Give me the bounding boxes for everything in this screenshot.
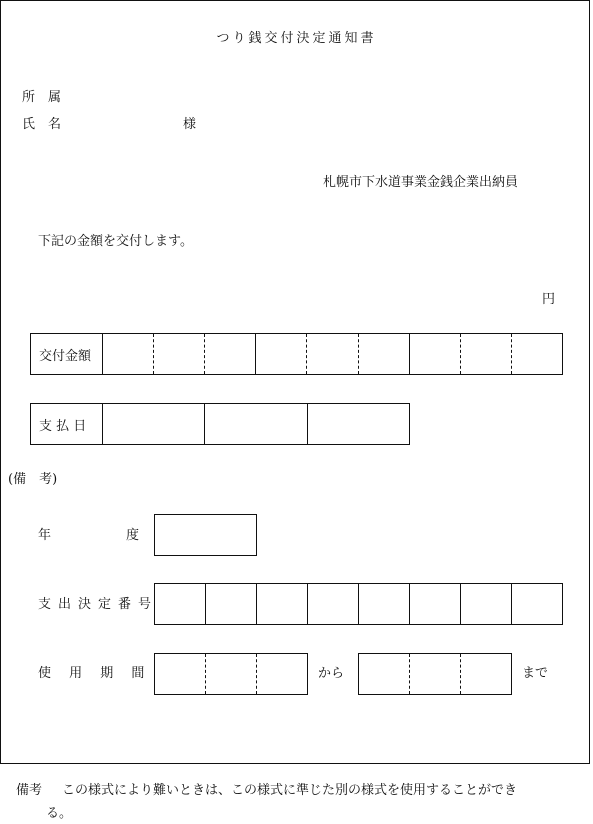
- footnote-head: 備考: [16, 783, 43, 798]
- amount-digit-cell[interactable]: [205, 334, 256, 374]
- expense-number-cell[interactable]: [359, 584, 410, 624]
- amount-digit-cell[interactable]: [154, 334, 205, 374]
- payment-year-cell[interactable]: [103, 404, 205, 444]
- period-start-cell[interactable]: [206, 654, 257, 694]
- expense-number-cell[interactable]: [257, 584, 308, 624]
- period-end-cell[interactable]: [359, 654, 410, 694]
- amount-label: 交付金額: [31, 334, 103, 374]
- amount-digit-cell[interactable]: [410, 334, 461, 374]
- period-start-cell[interactable]: [257, 654, 307, 694]
- from-label: から: [318, 666, 345, 681]
- remarks-label: (備 考): [8, 472, 58, 487]
- fiscal-year-label-1: 年: [38, 528, 52, 543]
- amount-digit-cell[interactable]: [256, 334, 307, 374]
- affiliation-label: 所 属: [22, 90, 62, 105]
- honorific: 様: [183, 117, 197, 132]
- period-start-cell[interactable]: [155, 654, 206, 694]
- period-end-cell[interactable]: [461, 654, 511, 694]
- currency-unit: 円: [542, 292, 556, 307]
- payment-date-box: [30, 403, 410, 445]
- period-end-box: [358, 653, 512, 695]
- issuer: 札幌市下水道事業金銭企業出納員: [323, 175, 519, 190]
- footnote-line2: る。: [46, 806, 73, 821]
- amount-box: [30, 333, 563, 375]
- expense-number-cell[interactable]: [512, 584, 562, 624]
- amount-digit-cell[interactable]: [512, 334, 562, 374]
- footnote-line1: この様式により難いときは、この様式に準じた別の様式を使用することができ: [62, 783, 518, 798]
- period-end-cell[interactable]: [410, 654, 461, 694]
- expense-number-cell[interactable]: [155, 584, 206, 624]
- period-label: 使 用 期 間: [38, 666, 152, 681]
- fiscal-year-field[interactable]: [154, 514, 257, 556]
- expense-number-cell[interactable]: [308, 584, 359, 624]
- payment-day-cell[interactable]: [308, 404, 409, 444]
- expense-number-box: [154, 583, 563, 625]
- expense-number-cell[interactable]: [461, 584, 512, 624]
- period-start-box: [154, 653, 308, 695]
- amount-digit-cell[interactable]: [307, 334, 358, 374]
- name-label: 氏 名: [22, 117, 62, 132]
- amount-digit-cell[interactable]: [103, 334, 154, 374]
- expense-number-cell[interactable]: [410, 584, 461, 624]
- document-title: つり銭交付決定通知書: [216, 31, 377, 46]
- notice-text: 下記の金額を交付します。: [38, 234, 193, 249]
- amount-digit-cell[interactable]: [461, 334, 512, 374]
- amount-digit-cell[interactable]: [359, 334, 410, 374]
- fiscal-year-label-2: 度: [126, 528, 140, 543]
- payment-month-cell[interactable]: [205, 404, 307, 444]
- payment-date-label: 支 払 日: [31, 404, 103, 444]
- until-label: まで: [522, 666, 549, 681]
- expense-number-label: 支出決定番号: [38, 597, 159, 612]
- expense-number-cell[interactable]: [206, 584, 257, 624]
